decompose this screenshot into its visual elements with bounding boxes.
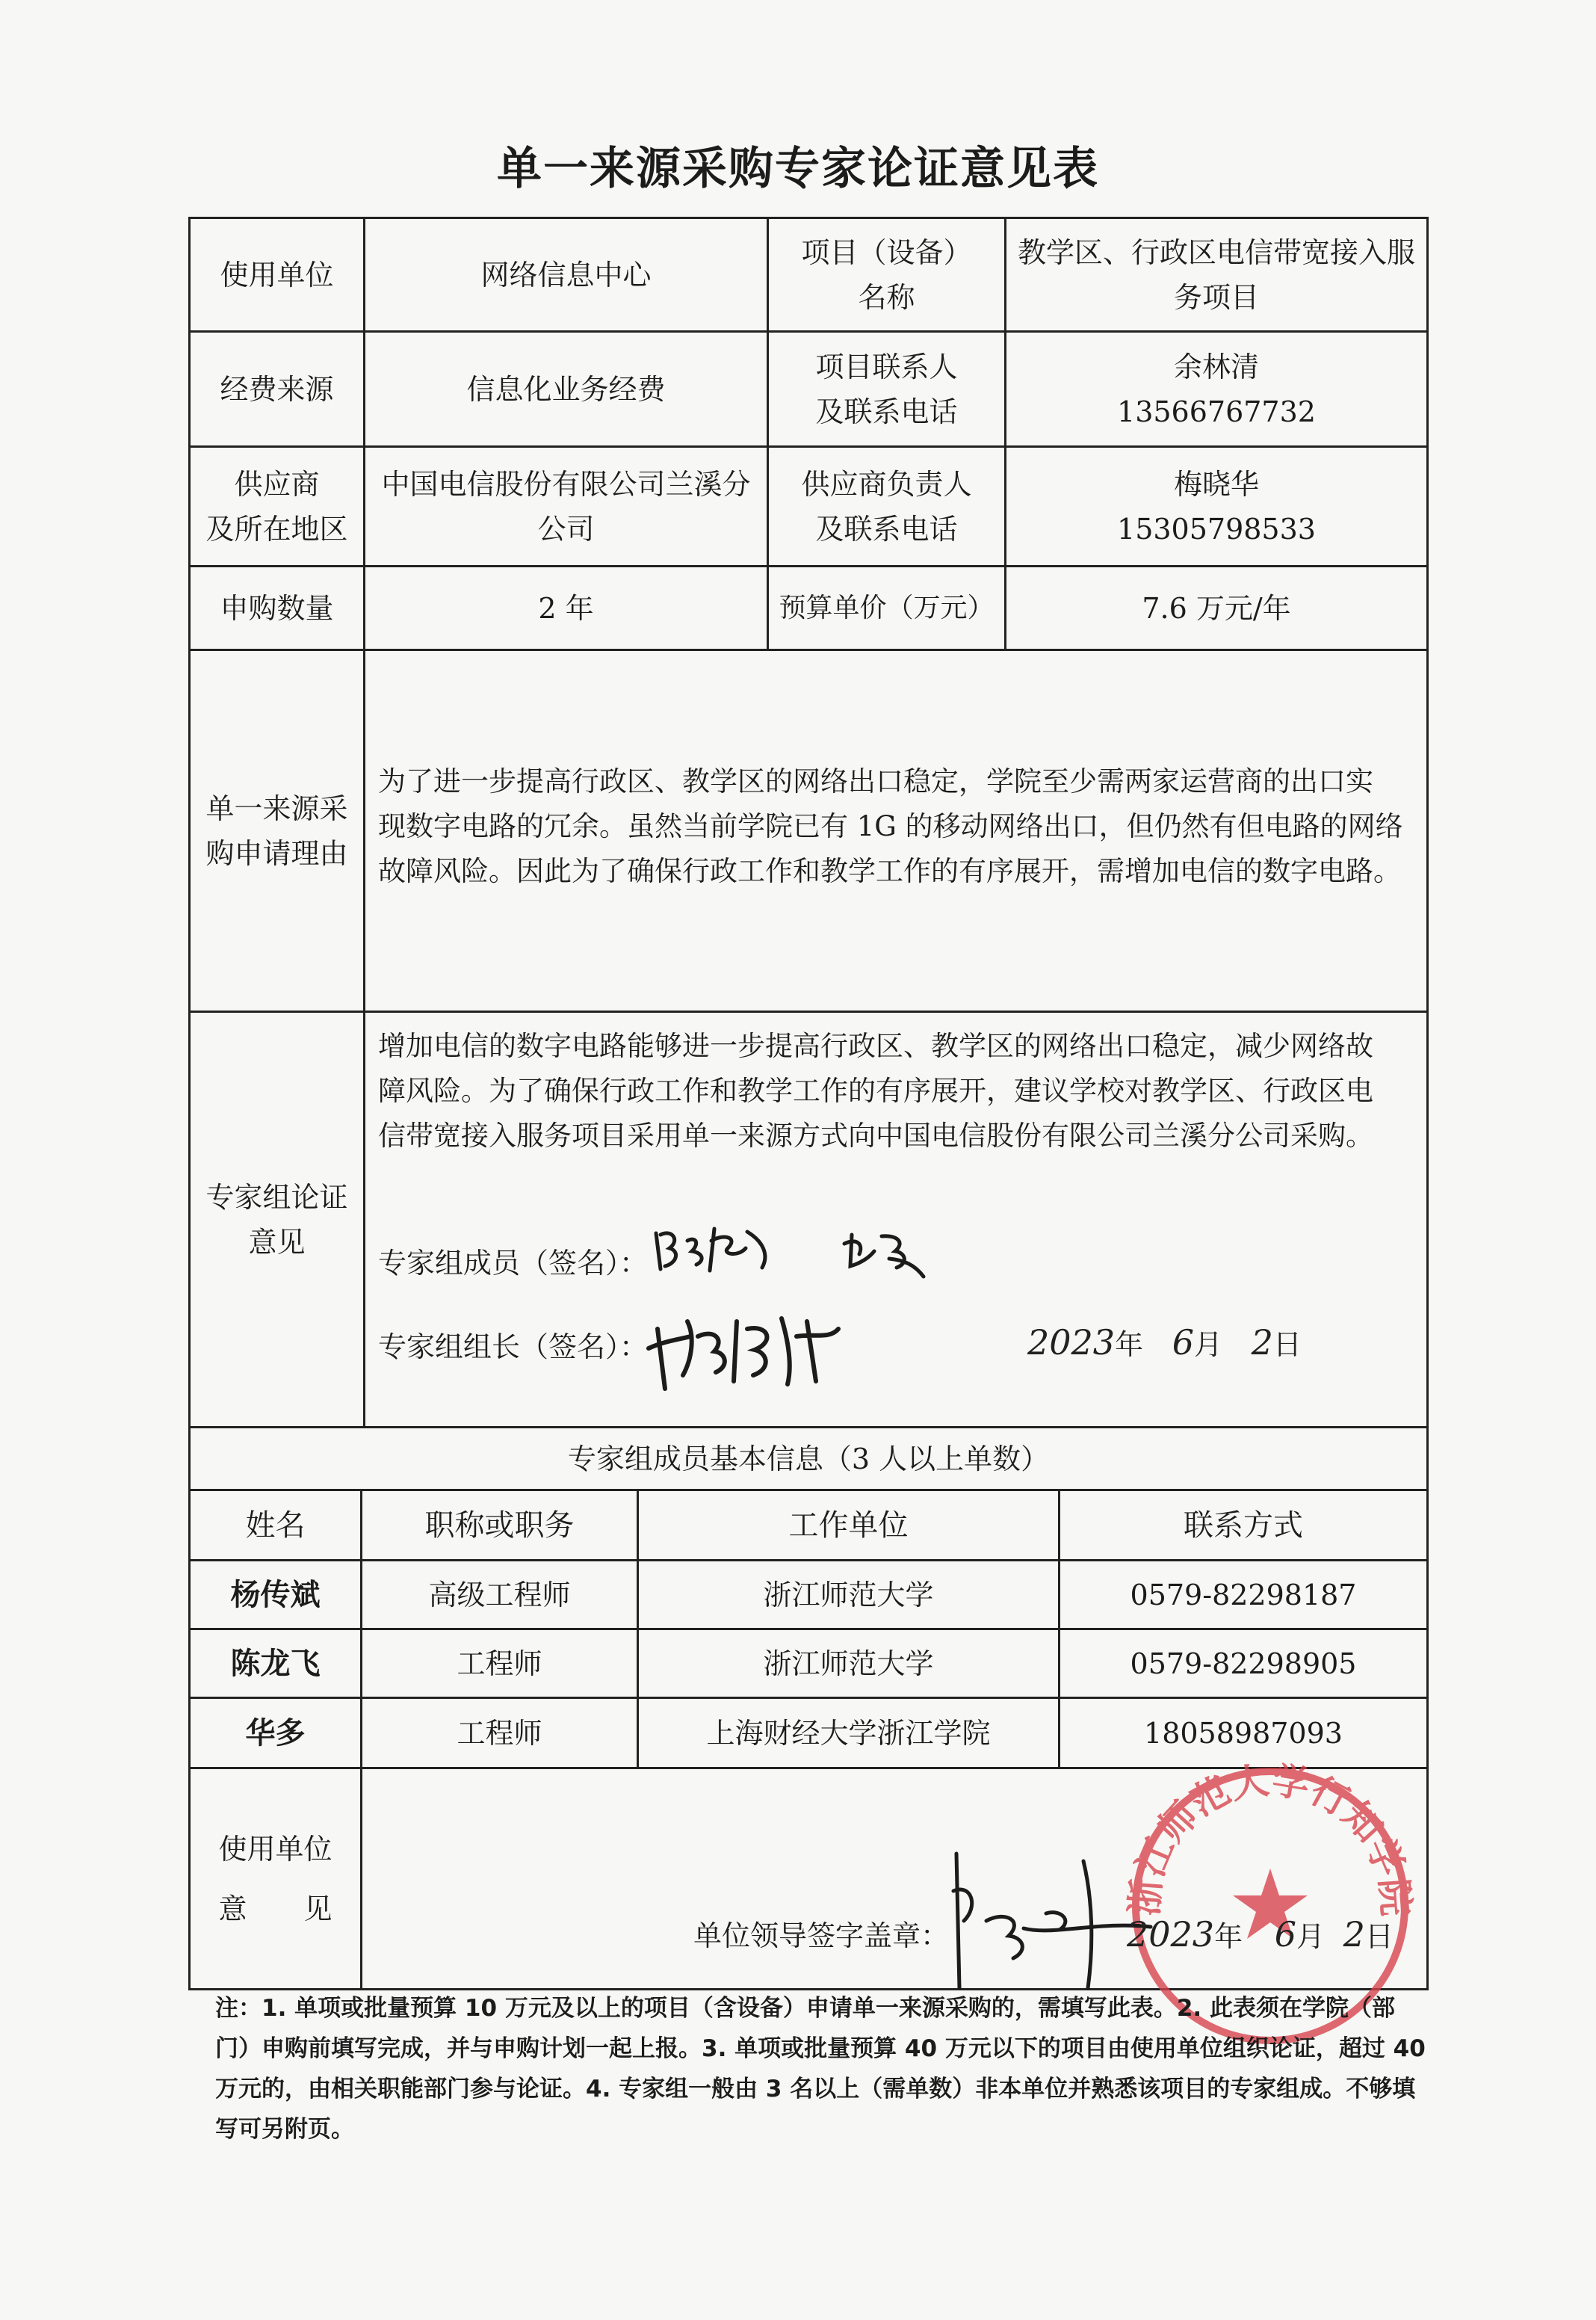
page-title: 单一来源采购专家论证意见表 [497,143,1099,195]
table-row: 浙江师范大学 [763,1578,934,1611]
member-signature-2 [837,1221,934,1281]
member-signature-1 [650,1218,785,1278]
table-row: 工程师 [457,1716,542,1750]
column-header-employer: 工作单位 [788,1508,909,1543]
row-divider [188,649,1429,651]
unit-price-label: 预算单价（万元） [779,592,995,623]
leader-sign-label: 专家组组长（签名）： [378,1330,649,1363]
members-table-caption: 专家组成员基本信息（3 人以上单数） [567,1442,1050,1475]
column-header-name: 姓名 [245,1508,306,1543]
table-row: 浙江师范大学 [763,1647,934,1680]
quantity-value: 2 年 [538,591,594,625]
col-divider [363,649,365,1426]
stamp-text: 浙江师范大学行知学院 [1122,1758,1418,1918]
table-row: 高级工程师 [428,1578,571,1611]
reason-label: 单一来源采 购申请理由 [205,792,348,870]
column-header-title: 职称或职务 [424,1508,575,1543]
supplier-contact-value: 梅晓华 15305798533 [1117,467,1316,546]
expert-opinion-text: 增加电信的数字电路能够进一步提高行政区、教学区的网络出口稳定，减少网络故 障风险。为了确保行政工作和教学工作的有序展开，建议学校对教学区、行政区电 信带宽接入服务项目采用单一来源方式向中国电信股份有限公司兰溪分公司采购。 [378,1030,1373,1152]
supplier-value: 中国电信股份有限公司兰溪分 公司 [381,467,751,546]
column-header-contact: 联系方式 [1184,1508,1303,1543]
contact-label: 项目联系人 及联系电话 [815,350,958,428]
table-border-right [1426,217,1429,1990]
user-unit-value: 网络信息中心 [480,258,652,291]
unit-price-value: 7.6 万元/年 [1142,591,1291,625]
table-row: 杨传斌 [230,1576,321,1612]
unit-date: 2023年 6月 2日 [1127,1914,1394,1955]
supplier-label: 供应商 及所在地区 [205,467,348,546]
table-row: 上海财经大学浙江学院 [706,1716,991,1750]
reason-text: 为了进一步提高行政区、教学区的网络出口稳定，学院至少需两家运营商的出口实 现数字电路的冗余。虽然当前学院已有 1G 的移动网络出口，但仍然有但电路的网络 故障风险。因此为了确保行政工作和教学工作的有序展开，需增加电信的数字电路。 [378,765,1403,887]
members-sign-label: 专家组成员（签名）： [378,1247,649,1280]
expert-date: 2023年 6月 2日 [1027,1322,1302,1363]
table-row: 陈龙飞 [230,1645,321,1681]
table-row: 工程师 [457,1647,542,1680]
table-row: 18058987093 [1144,1716,1343,1750]
table-row: 华多 [245,1715,306,1750]
unit-sign-label: 单位领导签字盖章： [693,1919,950,1952]
expert-opinion-label: 专家组论证 意见 [205,1180,348,1259]
funding-value: 信息化业务经费 [466,372,666,406]
contact-value: 余林清 13566767732 [1117,350,1316,428]
project-name-label: 项目（设备） 名称 [801,235,972,314]
col-divider [360,1767,362,1988]
unit-leader-signature [934,1839,1158,2003]
leader-signature [643,1306,852,1396]
quantity-label: 申购数量 [220,591,334,625]
supplier-contact-label: 供应商负责人 及联系电话 [801,467,972,546]
table-row: 0579-82298905 [1130,1647,1357,1680]
funding-label: 经费来源 [220,372,334,406]
project-name-value: 教学区、行政区电信带宽接入服 务项目 [1017,235,1415,314]
unit-opinion-label: 使用单位 意 见 [218,1832,332,1925]
footnotes: 注：1. 单项或批量预算 10 万元及以上的项目（含设备）申请单一来源采购的，需填写此表。2. 此表须在学院（部门）申购前填写完成，并与申购计划一起上报。3. 单项或批量预算 40 万元以下的项目由使用单位组织论证，超过 40 万元的，由相关职能部门参与论证。4. 专家组一般由 3 名以上（需单数）非本单位并熟悉该项目的专家组成。不够填写可另附页。 [215,1995,1426,2143]
row-divider [188,1011,1429,1013]
user-unit-label: 使用单位 [220,258,334,291]
table-row: 0579-82298187 [1130,1578,1357,1611]
